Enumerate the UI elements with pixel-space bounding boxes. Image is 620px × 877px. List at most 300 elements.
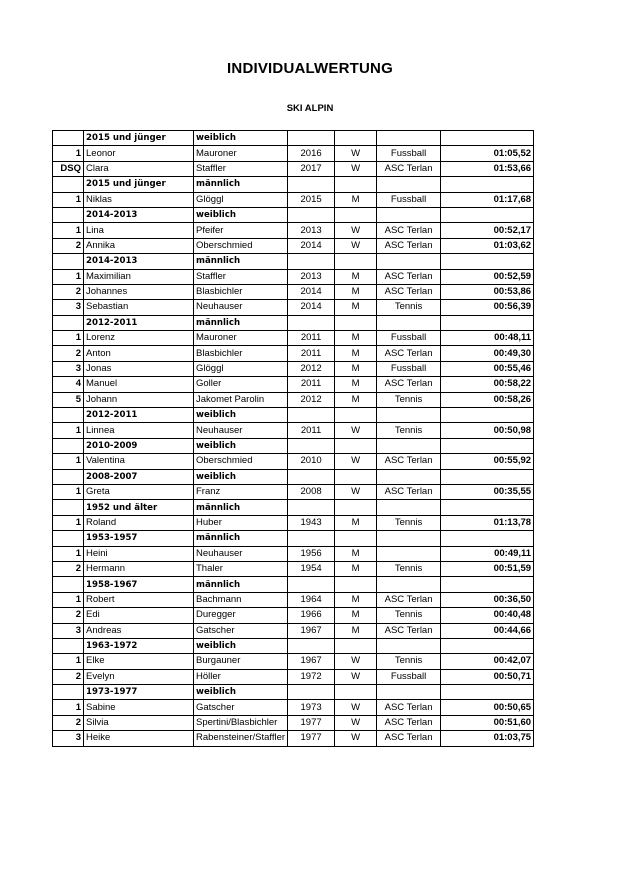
sex-cell: M bbox=[335, 608, 377, 623]
gender-category-cell: weiblich bbox=[194, 408, 288, 423]
empty-cell bbox=[441, 131, 534, 146]
first-name-cell: Anton bbox=[84, 346, 194, 361]
result-row bbox=[53, 269, 534, 284]
last-name-cell: Duregger bbox=[194, 608, 288, 623]
last-name-cell: Pfeifer bbox=[194, 223, 288, 238]
result-row bbox=[53, 623, 534, 638]
last-name-cell: Neuhauser bbox=[194, 300, 288, 315]
result-row bbox=[53, 454, 534, 469]
empty-cell bbox=[335, 469, 377, 484]
club-cell: Tennis bbox=[377, 423, 441, 438]
empty-cell bbox=[53, 685, 84, 700]
first-name-cell: Heike bbox=[84, 731, 194, 746]
empty-cell bbox=[288, 685, 335, 700]
gender-category-cell: männlich bbox=[194, 577, 288, 592]
empty-cell bbox=[53, 438, 84, 453]
race-time-cell: 00:51,60 bbox=[441, 715, 534, 730]
club-cell: ASC Terlan bbox=[377, 238, 441, 253]
rank-cell: 1 bbox=[53, 423, 84, 438]
race-time-cell: 00:48,11 bbox=[441, 331, 534, 346]
empty-cell bbox=[53, 207, 84, 222]
empty-cell bbox=[335, 207, 377, 222]
empty-cell bbox=[288, 531, 335, 546]
club-cell: ASC Terlan bbox=[377, 346, 441, 361]
category-header-row bbox=[53, 177, 534, 192]
club-cell: ASC Terlan bbox=[377, 284, 441, 299]
empty-cell bbox=[441, 638, 534, 653]
last-name-cell: Oberschmied bbox=[194, 454, 288, 469]
result-row bbox=[53, 238, 534, 253]
club-cell: Fussball bbox=[377, 669, 441, 684]
empty-cell bbox=[53, 469, 84, 484]
sex-cell: W bbox=[335, 146, 377, 161]
birth-year-cell: 2008 bbox=[288, 484, 335, 499]
category-header-row bbox=[53, 577, 534, 592]
rank-cell: 1 bbox=[53, 146, 84, 161]
empty-cell bbox=[53, 577, 84, 592]
empty-cell bbox=[335, 577, 377, 592]
empty-cell bbox=[335, 408, 377, 423]
birth-year-cell: 2012 bbox=[288, 361, 335, 376]
race-time-cell: 00:55,92 bbox=[441, 454, 534, 469]
empty-cell bbox=[441, 177, 534, 192]
age-group-cell: 1952 und älter bbox=[84, 500, 194, 515]
sex-cell: W bbox=[335, 454, 377, 469]
club-cell: Tennis bbox=[377, 300, 441, 315]
club-cell: Fussball bbox=[377, 192, 441, 207]
rank-cell: 1 bbox=[53, 454, 84, 469]
club-cell: ASC Terlan bbox=[377, 592, 441, 607]
empty-cell bbox=[288, 254, 335, 269]
gender-category-cell: weiblich bbox=[194, 131, 288, 146]
last-name-cell: Staffler bbox=[194, 161, 288, 176]
empty-cell bbox=[377, 408, 441, 423]
result-row bbox=[53, 608, 534, 623]
empty-cell bbox=[288, 177, 335, 192]
birth-year-cell: 2011 bbox=[288, 423, 335, 438]
first-name-cell: Clara bbox=[84, 161, 194, 176]
last-name-cell: Spertini/Blasbichler bbox=[194, 715, 288, 730]
last-name-cell: Goller bbox=[194, 377, 288, 392]
result-row bbox=[53, 361, 534, 376]
rank-cell: 1 bbox=[53, 331, 84, 346]
rank-cell: 1 bbox=[53, 654, 84, 669]
race-time-cell: 00:44,66 bbox=[441, 623, 534, 638]
sex-cell: M bbox=[335, 346, 377, 361]
empty-cell bbox=[288, 207, 335, 222]
birth-year-cell: 2010 bbox=[288, 454, 335, 469]
rank-cell: 2 bbox=[53, 238, 84, 253]
first-name-cell: Hermann bbox=[84, 561, 194, 576]
first-name-cell: Lorenz bbox=[84, 331, 194, 346]
empty-cell bbox=[288, 315, 335, 330]
empty-cell bbox=[377, 315, 441, 330]
first-name-cell: Maximilian bbox=[84, 269, 194, 284]
first-name-cell: Elke bbox=[84, 654, 194, 669]
club-cell: ASC Terlan bbox=[377, 454, 441, 469]
category-header-row bbox=[53, 531, 534, 546]
empty-cell bbox=[53, 177, 84, 192]
age-group-cell: 2015 und jünger bbox=[84, 177, 194, 192]
empty-cell bbox=[377, 500, 441, 515]
gender-category-cell: weiblich bbox=[194, 438, 288, 453]
club-cell: ASC Terlan bbox=[377, 484, 441, 499]
age-group-cell: 1958-1967 bbox=[84, 577, 194, 592]
sex-cell: W bbox=[335, 484, 377, 499]
result-row bbox=[53, 654, 534, 669]
age-group-cell: 1963-1972 bbox=[84, 638, 194, 653]
empty-cell bbox=[377, 531, 441, 546]
empty-cell bbox=[288, 408, 335, 423]
results-table bbox=[52, 130, 534, 747]
category-header-row bbox=[53, 685, 534, 700]
empty-cell bbox=[441, 254, 534, 269]
race-time-cell: 00:50,65 bbox=[441, 700, 534, 715]
rank-cell: 2 bbox=[53, 346, 84, 361]
rank-cell: 1 bbox=[53, 700, 84, 715]
last-name-cell: Blasbichler bbox=[194, 284, 288, 299]
result-row bbox=[53, 669, 534, 684]
result-row bbox=[53, 700, 534, 715]
first-name-cell: Johannes bbox=[84, 284, 194, 299]
gender-category-cell: weiblich bbox=[194, 685, 288, 700]
sex-cell: M bbox=[335, 284, 377, 299]
last-name-cell: Burgauner bbox=[194, 654, 288, 669]
rank-cell: 1 bbox=[53, 484, 84, 499]
sex-cell: M bbox=[335, 269, 377, 284]
rank-cell: 1 bbox=[53, 515, 84, 530]
race-time-cell: 00:52,59 bbox=[441, 269, 534, 284]
race-time-cell: 00:50,98 bbox=[441, 423, 534, 438]
empty-cell bbox=[53, 408, 84, 423]
first-name-cell: Johann bbox=[84, 392, 194, 407]
page-title: INDIVIDUALWERTUNG bbox=[227, 60, 393, 77]
birth-year-cell: 2013 bbox=[288, 223, 335, 238]
birth-year-cell: 1954 bbox=[288, 561, 335, 576]
empty-cell bbox=[288, 577, 335, 592]
age-group-cell: 2015 und jünger bbox=[84, 131, 194, 146]
empty-cell bbox=[377, 469, 441, 484]
last-name-cell: Mauroner bbox=[194, 146, 288, 161]
last-name-cell: Gatscher bbox=[194, 700, 288, 715]
last-name-cell: Huber bbox=[194, 515, 288, 530]
race-time-cell: 01:13,78 bbox=[441, 515, 534, 530]
rank-cell: DSQ bbox=[53, 161, 84, 176]
rank-cell: 1 bbox=[53, 592, 84, 607]
sex-cell: W bbox=[335, 731, 377, 746]
first-name-cell: Linnea bbox=[84, 423, 194, 438]
result-row bbox=[53, 484, 534, 499]
last-name-cell: Staffler bbox=[194, 269, 288, 284]
result-row bbox=[53, 223, 534, 238]
result-row bbox=[53, 146, 534, 161]
first-name-cell: Greta bbox=[84, 484, 194, 499]
empty-cell bbox=[288, 438, 335, 453]
club-cell: Tennis bbox=[377, 392, 441, 407]
last-name-cell: Blasbichler bbox=[194, 346, 288, 361]
empty-cell bbox=[53, 500, 84, 515]
last-name-cell: Franz bbox=[194, 484, 288, 499]
first-name-cell: Edi bbox=[84, 608, 194, 623]
empty-cell bbox=[288, 638, 335, 653]
discipline-subtitle: SKI ALPIN bbox=[286, 103, 334, 114]
rank-cell: 2 bbox=[53, 669, 84, 684]
empty-cell bbox=[288, 500, 335, 515]
race-time-cell: 01:05,52 bbox=[441, 146, 534, 161]
rank-cell: 3 bbox=[53, 731, 84, 746]
birth-year-cell: 1973 bbox=[288, 700, 335, 715]
category-header-row bbox=[53, 438, 534, 453]
club-cell: ASC Terlan bbox=[377, 161, 441, 176]
sex-cell: W bbox=[335, 700, 377, 715]
rank-cell: 3 bbox=[53, 300, 84, 315]
club-cell: ASC Terlan bbox=[377, 223, 441, 238]
age-group-cell: 2010-2009 bbox=[84, 438, 194, 453]
empty-cell bbox=[377, 638, 441, 653]
rank-cell: 2 bbox=[53, 561, 84, 576]
race-time-cell: 00:56,39 bbox=[441, 300, 534, 315]
race-time-cell: 00:53,86 bbox=[441, 284, 534, 299]
age-group-cell: 2014-2013 bbox=[84, 207, 194, 222]
club-cell: ASC Terlan bbox=[377, 269, 441, 284]
empty-cell bbox=[377, 254, 441, 269]
sex-cell: M bbox=[335, 377, 377, 392]
race-time-cell: 00:49,30 bbox=[441, 346, 534, 361]
result-row bbox=[53, 715, 534, 730]
last-name-cell: Neuhauser bbox=[194, 423, 288, 438]
empty-cell bbox=[441, 531, 534, 546]
empty-cell bbox=[53, 254, 84, 269]
sex-cell: W bbox=[335, 161, 377, 176]
race-time-cell: 00:58,26 bbox=[441, 392, 534, 407]
rank-cell: 3 bbox=[53, 623, 84, 638]
sex-cell: W bbox=[335, 423, 377, 438]
birth-year-cell: 2016 bbox=[288, 146, 335, 161]
empty-cell bbox=[441, 577, 534, 592]
category-header-row bbox=[53, 500, 534, 515]
sex-cell: M bbox=[335, 561, 377, 576]
first-name-cell: Jonas bbox=[84, 361, 194, 376]
sex-cell: M bbox=[335, 515, 377, 530]
last-name-cell: Mauroner bbox=[194, 331, 288, 346]
empty-cell bbox=[377, 177, 441, 192]
rank-cell: 1 bbox=[53, 223, 84, 238]
sex-cell: M bbox=[335, 592, 377, 607]
last-name-cell: Jakomet Parolin bbox=[194, 392, 288, 407]
birth-year-cell: 2011 bbox=[288, 346, 335, 361]
empty-cell bbox=[441, 315, 534, 330]
birth-year-cell: 1967 bbox=[288, 623, 335, 638]
rank-cell: 2 bbox=[53, 608, 84, 623]
race-time-cell: 00:55,46 bbox=[441, 361, 534, 376]
birth-year-cell: 2011 bbox=[288, 377, 335, 392]
empty-cell bbox=[377, 685, 441, 700]
result-row bbox=[53, 731, 534, 746]
first-name-cell: Heini bbox=[84, 546, 194, 561]
last-name-cell: Oberschmied bbox=[194, 238, 288, 253]
birth-year-cell: 2014 bbox=[288, 300, 335, 315]
rank-cell: 2 bbox=[53, 284, 84, 299]
rank-cell: 3 bbox=[53, 361, 84, 376]
age-group-cell: 2012-2011 bbox=[84, 408, 194, 423]
birth-year-cell: 2017 bbox=[288, 161, 335, 176]
last-name-cell: Glöggl bbox=[194, 361, 288, 376]
race-time-cell: 01:17,68 bbox=[441, 192, 534, 207]
race-time-cell: 00:40,48 bbox=[441, 608, 534, 623]
age-group-cell: 2008-2007 bbox=[84, 469, 194, 484]
empty-cell bbox=[335, 177, 377, 192]
empty-cell bbox=[377, 207, 441, 222]
club-cell: ASC Terlan bbox=[377, 715, 441, 730]
empty-cell bbox=[441, 685, 534, 700]
empty-cell bbox=[335, 638, 377, 653]
birth-year-cell: 1972 bbox=[288, 669, 335, 684]
club-cell: ASC Terlan bbox=[377, 623, 441, 638]
result-row bbox=[53, 300, 534, 315]
age-group-cell: 2012-2011 bbox=[84, 315, 194, 330]
result-row bbox=[53, 392, 534, 407]
first-name-cell: Niklas bbox=[84, 192, 194, 207]
empty-cell bbox=[441, 469, 534, 484]
birth-year-cell: 1977 bbox=[288, 715, 335, 730]
result-row bbox=[53, 284, 534, 299]
club-cell: Fussball bbox=[377, 146, 441, 161]
club-cell: Fussball bbox=[377, 331, 441, 346]
last-name-cell: Bachmann bbox=[194, 592, 288, 607]
sex-cell: W bbox=[335, 715, 377, 730]
result-row bbox=[53, 515, 534, 530]
gender-category-cell: männlich bbox=[194, 177, 288, 192]
empty-cell bbox=[53, 131, 84, 146]
sex-cell: M bbox=[335, 361, 377, 376]
gender-category-cell: weiblich bbox=[194, 638, 288, 653]
empty-cell bbox=[335, 685, 377, 700]
race-time-cell: 00:50,71 bbox=[441, 669, 534, 684]
first-name-cell: Leonor bbox=[84, 146, 194, 161]
birth-year-cell: 1956 bbox=[288, 546, 335, 561]
rank-cell: 1 bbox=[53, 192, 84, 207]
results-table-body bbox=[53, 131, 534, 747]
gender-category-cell: weiblich bbox=[194, 207, 288, 222]
birth-year-cell: 2012 bbox=[288, 392, 335, 407]
race-time-cell: 00:51,59 bbox=[441, 561, 534, 576]
empty-cell bbox=[377, 577, 441, 592]
result-row bbox=[53, 192, 534, 207]
first-name-cell: Valentina bbox=[84, 454, 194, 469]
first-name-cell: Silvia bbox=[84, 715, 194, 730]
last-name-cell: Rabensteiner/Staffler bbox=[194, 731, 288, 746]
race-time-cell: 00:42,07 bbox=[441, 654, 534, 669]
last-name-cell: Gatscher bbox=[194, 623, 288, 638]
category-header-row bbox=[53, 638, 534, 653]
empty-cell bbox=[53, 315, 84, 330]
category-header-row bbox=[53, 315, 534, 330]
club-cell: Fussball bbox=[377, 361, 441, 376]
category-header-row bbox=[53, 254, 534, 269]
first-name-cell: Manuel bbox=[84, 377, 194, 392]
birth-year-cell: 1964 bbox=[288, 592, 335, 607]
club-cell: Tennis bbox=[377, 561, 441, 576]
result-row bbox=[53, 161, 534, 176]
result-row bbox=[53, 377, 534, 392]
gender-category-cell: männlich bbox=[194, 315, 288, 330]
rank-cell: 2 bbox=[53, 715, 84, 730]
empty-cell bbox=[335, 131, 377, 146]
club-cell: Tennis bbox=[377, 515, 441, 530]
category-header-row bbox=[53, 408, 534, 423]
result-row bbox=[53, 423, 534, 438]
birth-year-cell: 2015 bbox=[288, 192, 335, 207]
gender-category-cell: männlich bbox=[194, 500, 288, 515]
last-name-cell: Höller bbox=[194, 669, 288, 684]
rank-cell: 1 bbox=[53, 546, 84, 561]
result-row bbox=[53, 561, 534, 576]
club-cell: Tennis bbox=[377, 608, 441, 623]
empty-cell bbox=[335, 531, 377, 546]
birth-year-cell: 2014 bbox=[288, 284, 335, 299]
club-cell bbox=[377, 546, 441, 561]
age-group-cell: 1973-1977 bbox=[84, 685, 194, 700]
club-cell: ASC Terlan bbox=[377, 700, 441, 715]
race-time-cell: 01:03,62 bbox=[441, 238, 534, 253]
sex-cell: W bbox=[335, 238, 377, 253]
birth-year-cell: 1966 bbox=[288, 608, 335, 623]
first-name-cell: Andreas bbox=[84, 623, 194, 638]
rank-cell: 4 bbox=[53, 377, 84, 392]
sex-cell: W bbox=[335, 223, 377, 238]
first-name-cell: Annika bbox=[84, 238, 194, 253]
empty-cell bbox=[441, 438, 534, 453]
club-cell: Tennis bbox=[377, 654, 441, 669]
first-name-cell: Roland bbox=[84, 515, 194, 530]
category-header-row bbox=[53, 469, 534, 484]
race-time-cell: 00:49,11 bbox=[441, 546, 534, 561]
first-name-cell: Evelyn bbox=[84, 669, 194, 684]
result-row bbox=[53, 346, 534, 361]
race-time-cell: 00:35,55 bbox=[441, 484, 534, 499]
first-name-cell: Lina bbox=[84, 223, 194, 238]
birth-year-cell: 1943 bbox=[288, 515, 335, 530]
empty-cell bbox=[335, 254, 377, 269]
rank-cell: 1 bbox=[53, 269, 84, 284]
sex-cell: M bbox=[335, 331, 377, 346]
category-header-row bbox=[53, 131, 534, 146]
race-time-cell: 01:53,66 bbox=[441, 161, 534, 176]
gender-category-cell: männlich bbox=[194, 254, 288, 269]
race-time-cell: 00:52,17 bbox=[441, 223, 534, 238]
last-name-cell: Glöggl bbox=[194, 192, 288, 207]
race-time-cell: 00:58,22 bbox=[441, 377, 534, 392]
empty-cell bbox=[288, 469, 335, 484]
last-name-cell: Neuhauser bbox=[194, 546, 288, 561]
result-row bbox=[53, 592, 534, 607]
sex-cell: W bbox=[335, 654, 377, 669]
first-name-cell: Sabine bbox=[84, 700, 194, 715]
empty-cell bbox=[53, 638, 84, 653]
gender-category-cell: weiblich bbox=[194, 469, 288, 484]
empty-cell bbox=[441, 207, 534, 222]
sex-cell: M bbox=[335, 392, 377, 407]
rank-cell: 5 bbox=[53, 392, 84, 407]
first-name-cell: Sebastian bbox=[84, 300, 194, 315]
category-header-row bbox=[53, 207, 534, 222]
sex-cell: M bbox=[335, 546, 377, 561]
gender-category-cell: männlich bbox=[194, 531, 288, 546]
age-group-cell: 1953-1957 bbox=[84, 531, 194, 546]
empty-cell bbox=[441, 500, 534, 515]
empty-cell bbox=[441, 408, 534, 423]
sex-cell: M bbox=[335, 623, 377, 638]
